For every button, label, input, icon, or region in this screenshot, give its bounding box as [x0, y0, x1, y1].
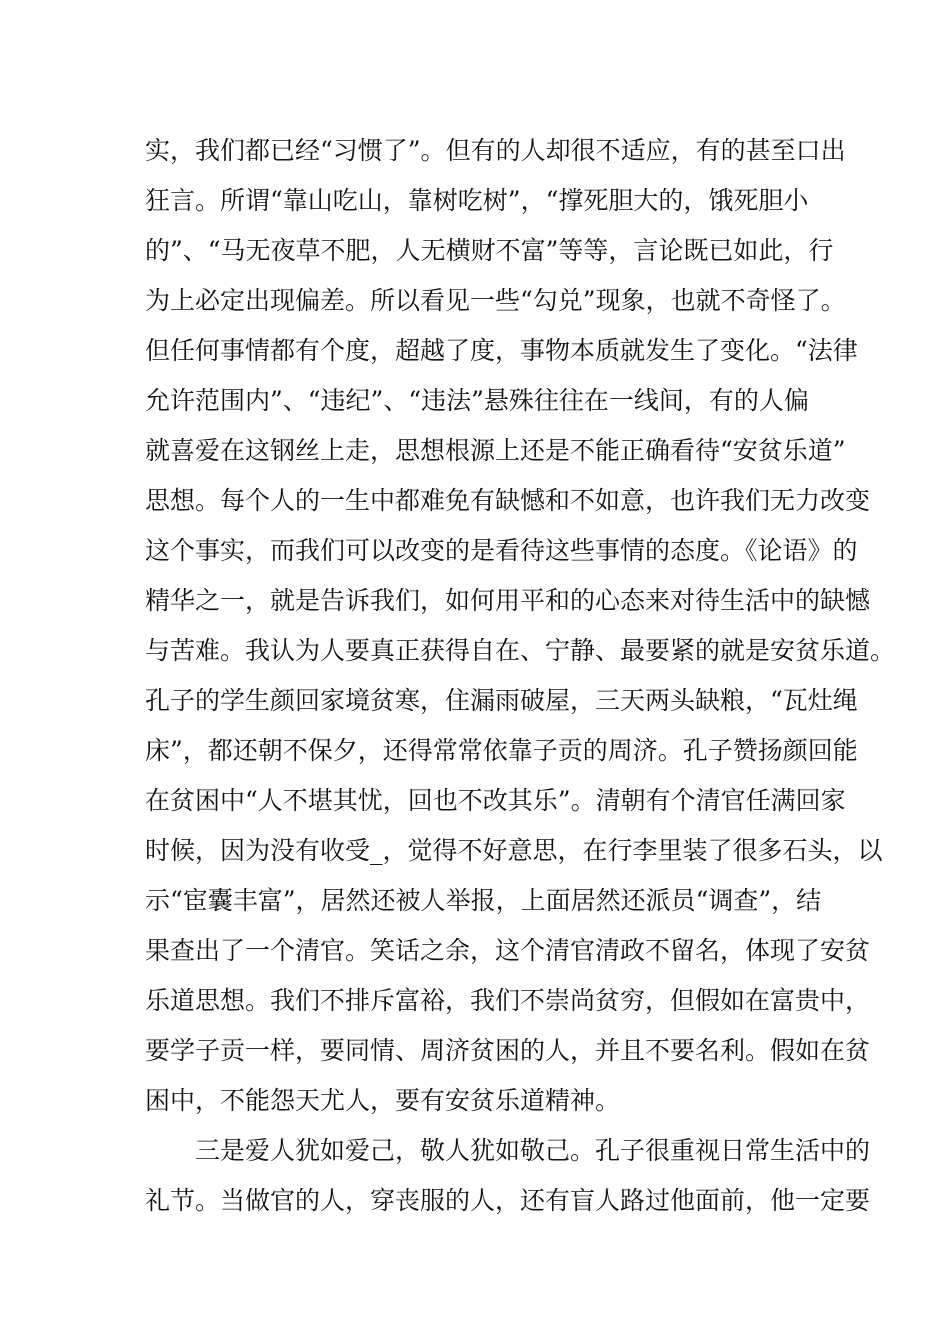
text-line: 狂言。所谓“靠山吃山，靠树吃树”，“撑死胆大的，饿死胆小	[145, 186, 809, 215]
text-line: 为上必定出现偏差。所以看见一些“勾兑”现象，也就不奇怪了。	[145, 286, 846, 315]
text-line: 困中，不能怨天尤人，要有安贫乐道精神。	[145, 1086, 621, 1115]
text-line: 的”、“马无夜草不肥，人无横财不富”等等，言论既已如此，行	[145, 236, 834, 265]
text-line: 与苦难。我认为人要真正获得自在、宁静、最要紧的就是安贫乐道。	[145, 636, 896, 665]
text-line: 但任何事情都有个度，超越了度，事物本质就发生了变化。“法律	[145, 336, 858, 365]
text-line: 示“宦囊丰富”，居然还被人举报，上面居然还派员“调查”，结	[145, 886, 822, 915]
text-line: 礼节。当做官的人，穿丧服的人，还有盲人路过他面前，他一定要	[145, 1186, 871, 1215]
text-line: 时候，因为没有收受_，觉得不好意思，在行李里装了很多石头，以	[145, 836, 883, 865]
text-line: 果查出了一个清官。笑话之余，这个清官清政不留名，体现了安贫	[145, 936, 871, 965]
text-line: 在贫困中“人不堪其忧，回也不改其乐”。清朝有个清官任满回家	[145, 786, 846, 815]
text-line: 这个事实，而我们可以改变的是看待这些事情的态度。《论语》的	[145, 536, 858, 565]
text-line: 精华之一，就是告诉我们，如何用平和的心态来对待生活中的缺憾	[145, 586, 871, 615]
text-line: 实，我们都已经“习惯了”。但有的人却很不适应，有的甚至口出	[145, 136, 846, 165]
text-line: 思想。每个人的一生中都难免有缺憾和不如意，也许我们无力改变	[145, 486, 871, 515]
text-line: 要学子贡一样，要同情、周济贫困的人，并且不要名利。假如在贫	[145, 1036, 871, 1065]
text-line: 允许范围内”、“违纪”、“违法”悬殊往往在一线间，有的人偏	[145, 386, 809, 415]
paragraph-start-line: 三是爱人犹如爱己，敬人犹如敬己。孔子很重视日常生活中的	[195, 1136, 871, 1165]
body-text	[145, 126, 896, 1226]
text-line: 乐道思想。我们不排斥富裕，我们不崇尚贫穷，但假如在富贵中，	[145, 986, 871, 1015]
text-line: 孔子的学生颜回家境贫寒，住漏雨破屋，三天两头缺粮，“瓦灶绳	[145, 686, 858, 715]
text-line: 床”，都还朝不保夕，还得常常依靠子贡的周济。孔子赞扬颜回能	[145, 736, 858, 765]
text-line: 就喜爱在这钢丝上走，思想根源上还是不能正确看待“安贫乐道”	[145, 436, 846, 465]
